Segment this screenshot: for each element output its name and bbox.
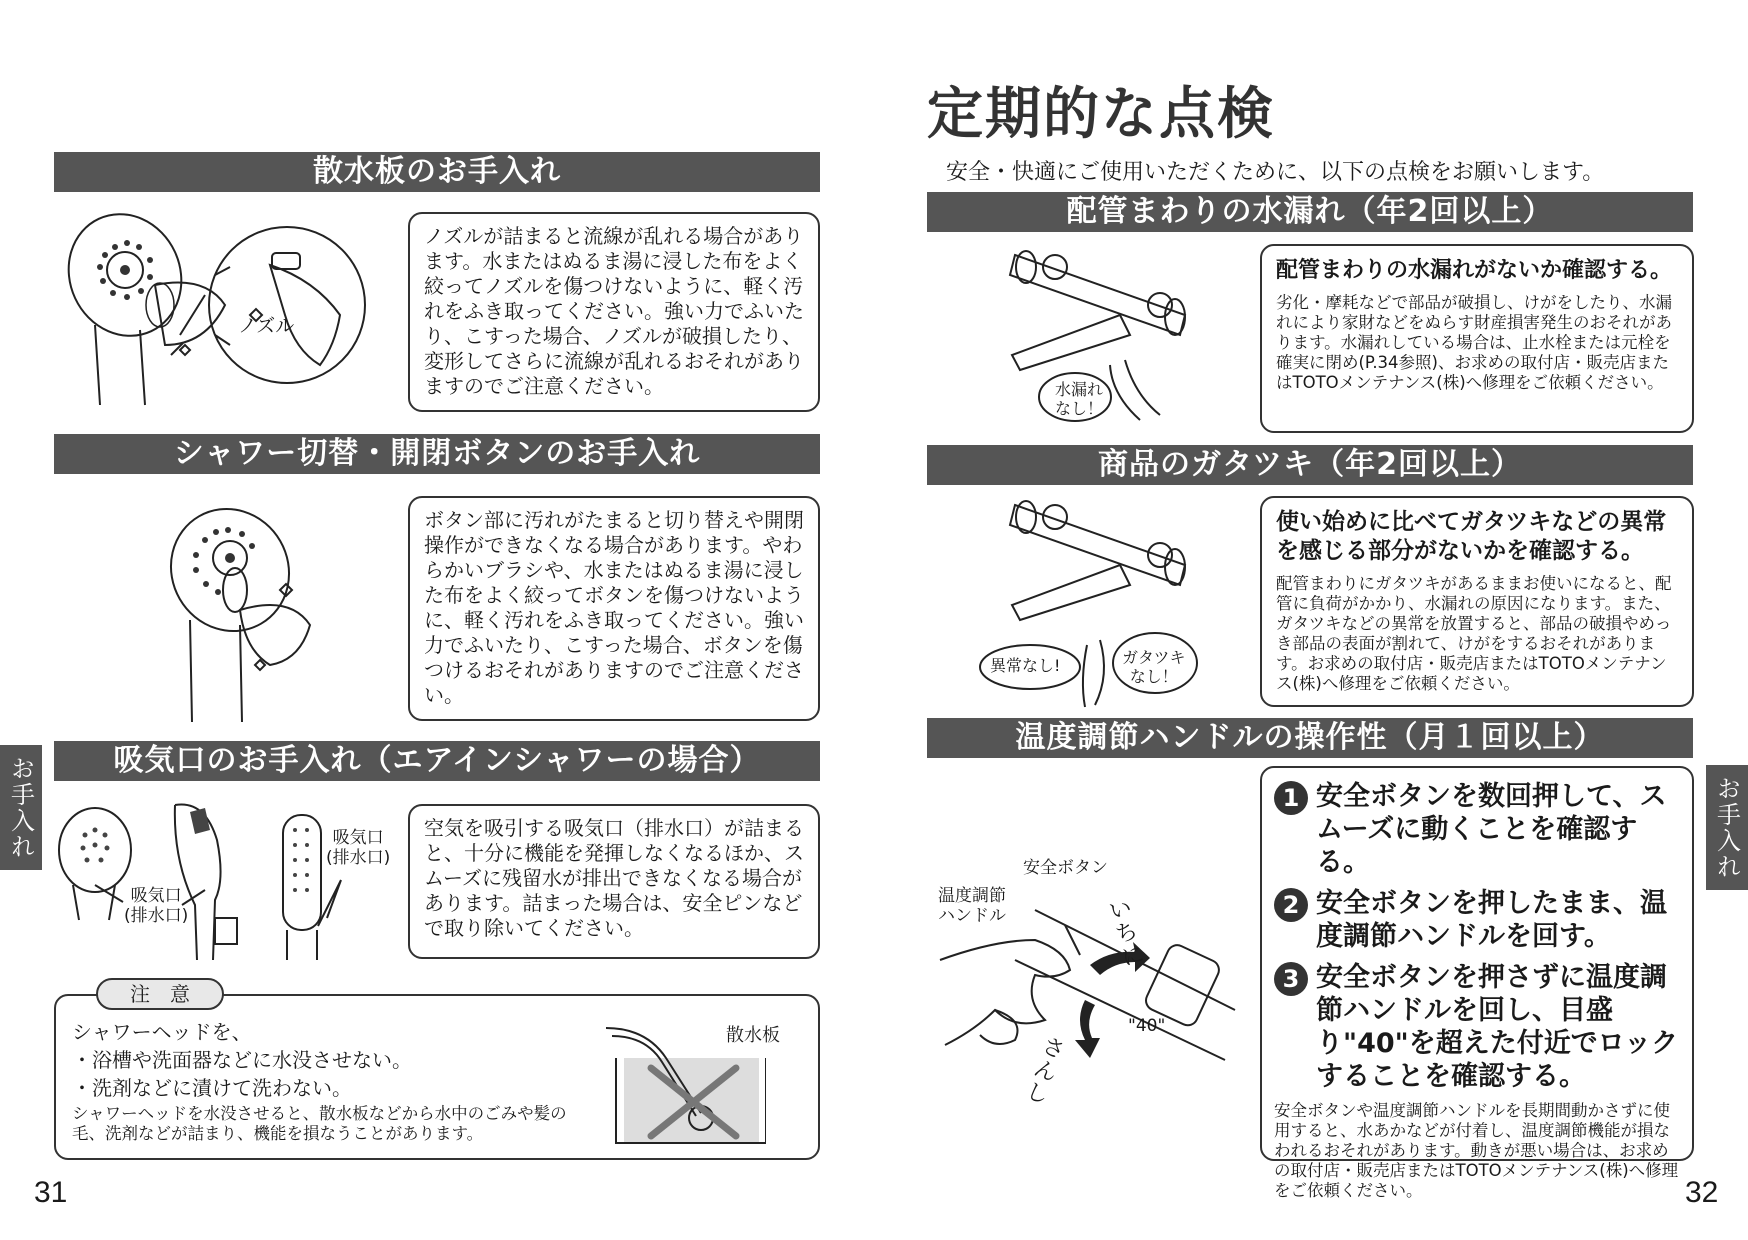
left-page-number: 31 xyxy=(34,1176,68,1209)
spray-plate-text-box xyxy=(408,212,820,412)
step-3-text: 安全ボタンを押さずに温度調節ハンドルを回し、目盛り"40"を超えた付近でロックすることを確認する。 xyxy=(1316,962,1679,1092)
step-3 xyxy=(1274,961,1680,1093)
wobble-lead: 使い始めに比べてガタツキなどの異常を感じる部分がないかを確認する。 xyxy=(1276,509,1667,564)
shower-button-illustration xyxy=(160,500,340,725)
no-abnormal-bubble: 異常なし! xyxy=(990,656,1061,675)
caution-line-1: シャワーヘッドを、 xyxy=(72,1020,252,1044)
caution-note: シャワーヘッドを水没させると、散水板などから水中のごみや髪の毛、洗剤などが詰まり、機能を損なうことがあります。 xyxy=(72,1104,567,1143)
air-intake-label-b-line1: 吸気口 xyxy=(332,828,384,848)
section-title-switch-button: シャワー切替・開閉ボタンのお手入れ xyxy=(54,434,820,474)
temperature-handle-box xyxy=(1260,766,1694,1200)
section-title-wobble: 商品のガタツキ（年2回以上） xyxy=(927,445,1693,485)
shower-nozzle-illustration xyxy=(55,205,395,410)
no-leak-bubble-line2: なし！ xyxy=(1055,399,1104,418)
spray-plate-label: 散水板 xyxy=(726,1025,780,1046)
step-1 xyxy=(1274,780,1680,879)
wobble-text-box xyxy=(1260,496,1694,707)
air-intake-label-a-line1: 吸気口 xyxy=(130,886,182,906)
left-side-tab: お手入れ xyxy=(0,745,42,870)
step-2-number: 2 xyxy=(1274,888,1308,922)
nozzle-label: ノズル xyxy=(238,315,295,337)
scale-40-label: "40" xyxy=(1128,1016,1166,1036)
caution-line-2: ・浴槽や洗面器などに水没させない。 xyxy=(72,1048,412,1072)
air-intake-illustration xyxy=(55,800,400,960)
safety-button-label: 安全ボタン xyxy=(1023,858,1108,878)
air-intake-label-b xyxy=(326,828,390,868)
temperature-handle-label-line1: 温度調節 xyxy=(938,886,1006,906)
right-page-number: 32 xyxy=(1685,1176,1719,1209)
no-leak-bubble xyxy=(1055,380,1103,418)
section-title-spray-plate: 散水板のお手入れ xyxy=(54,152,820,192)
no-wobble-bubble-line2: なし！ xyxy=(1129,667,1178,686)
step-1-number: 1 xyxy=(1274,781,1308,815)
no-wobble-bubble xyxy=(1122,648,1186,686)
caution-line-3: ・洗剤などに漬けて洗わない。 xyxy=(72,1076,352,1100)
air-intake-label-a-line2: (排水口) xyxy=(124,906,189,926)
ichi-ni-label: いちに xyxy=(1106,895,1147,972)
step-1-text: 安全ボタンを数回押して、スムーズに動くことを確認する。 xyxy=(1316,781,1667,878)
air-intake-text-box xyxy=(408,804,820,959)
spray-plate-text: ノズルが詰まると流線が乱れる場合があります。水またはぬるま湯に浸した布をよく絞ってノズルを傷つけないように、軽く汚れをふき取ってください。強い力でふいたり、こすった場合、ノズルが破損したり、変形してさらに流線が乱れるおそれがありますのでご注意ください。 xyxy=(424,224,804,398)
air-intake-label-a xyxy=(124,886,188,926)
faucet-leak-illustration xyxy=(1000,245,1210,425)
switch-button-text-box xyxy=(408,496,820,721)
section-title-temperature-handle: 温度調節ハンドルの操作性（月１回以上） xyxy=(927,718,1693,758)
no-wobble-bubble-line1: ガタツキ xyxy=(1122,648,1186,667)
air-intake-text: 空気を吸引する吸気口（排水口）が詰まると、十分に機能を発揮しなくなるほか、スムーズに残留水が排出できなくなる場合があります。詰まった場合は、安全ピンなどで取り除いてください。 xyxy=(424,816,804,940)
temperature-handle-label-line2: ハンドル xyxy=(938,906,1006,926)
no-leak-bubble-line1: 水漏れ xyxy=(1055,380,1104,399)
temperature-handle-note: 安全ボタンや温度調節ハンドルを長期間動かさずに使用すると、水あかなどが付着し、温度調節機能が損なわれるおそれがあります。動きが悪い場合は、お求めの取付店・販売店またはTOTOメンテナンス(株)へ修理をご依頼ください。 xyxy=(1274,1101,1679,1200)
switch-button-text: ボタン部に汚れがたまると切り替えや開閉操作ができなくなる場合があります。やわらかいブラシや、水またはぬるま湯に浸した布をよく絞ってボタンを傷つけないように、軽く汚れをふき取ってください。強い力でふいたり、こすった場合、ボタンを傷つけるおそれがありますのでご注意ください。 xyxy=(424,508,804,707)
san-shi-label: さんし xyxy=(1022,1033,1068,1110)
step-2-text: 安全ボタンを押したまま、温度調節ハンドルを回す。 xyxy=(1316,888,1667,952)
section-title-pipe-leak: 配管まわりの水漏れ（年2回以上） xyxy=(927,192,1693,232)
pipe-leak-text-box xyxy=(1260,244,1694,433)
right-page-title: 定期的な点検 xyxy=(927,82,1275,147)
air-intake-label-b-line2: (排水口) xyxy=(326,848,391,868)
right-side-tab: お手入れ xyxy=(1706,765,1748,890)
pipe-leak-text: 劣化・摩耗などで部品が破損し、けがをしたり、水漏れにより家財などをぬらす財産損害発生のおそれがあります。水漏れしている場合は、止水栓または元栓を確実に閉め(P.34参照)、お求めの取付店・販売店またはTOTOメンテナンス(株)へ修理をご依頼ください。 xyxy=(1276,293,1672,392)
caution-badge: 注 意 xyxy=(96,978,224,1010)
section-title-air-intake: 吸気口のお手入れ（エアインシャワーの場合） xyxy=(54,741,820,781)
wobble-text: 配管まわりにガタツキがあるままお使いになると、配管に負荷がかかり、水漏れの原因になります。また、ガタツキなどの異常を放置すると、部品の破損やめっき部品の表面が割れて、けがをするおそれがあります。お求めの取付店・販売店またはTOTOメンテナンス(株)へ修理をご依頼ください。 xyxy=(1276,574,1672,693)
temperature-handle-label xyxy=(938,886,1006,926)
step-2 xyxy=(1274,887,1680,953)
step-3-number: 3 xyxy=(1274,962,1308,996)
pipe-leak-lead: 配管まわりの水漏れがないか確認する。 xyxy=(1276,258,1673,283)
right-intro: 安全・快適にご使用いただくために、以下の点検をお願いします。 xyxy=(946,160,1605,185)
